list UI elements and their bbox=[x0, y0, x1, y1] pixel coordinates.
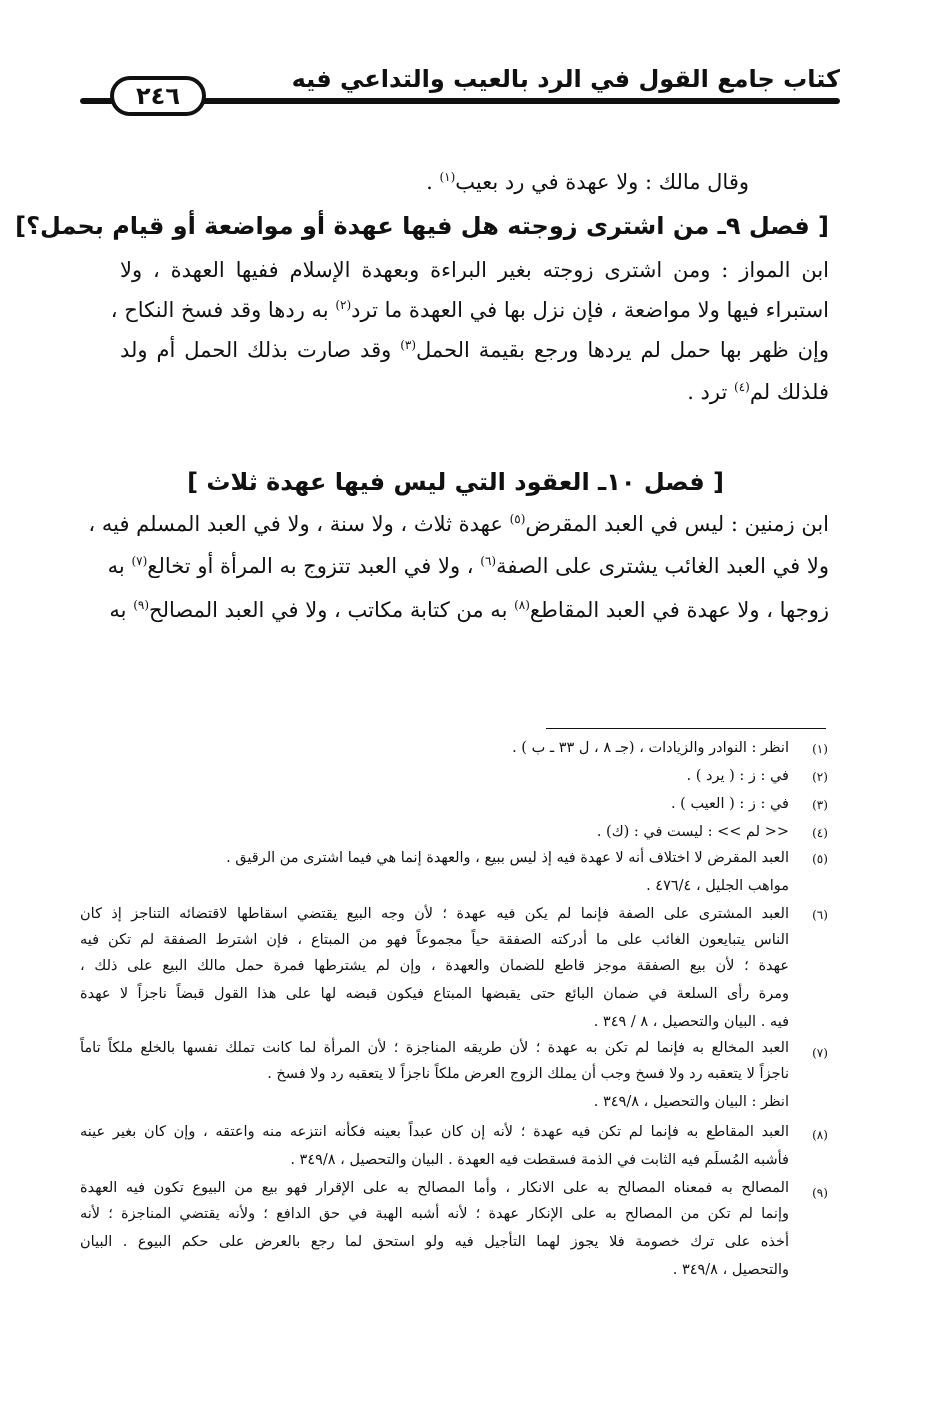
footnote-ref: (٤) bbox=[734, 380, 750, 394]
footnote-line: العبد المخالع به فإنما لم تكن به عهدة ؛ لأن طريقه المناجزة ؛ لأن المرأة لما كانت تملك نفسها بالخلع ملكاً تاماً bbox=[80, 1040, 789, 1056]
footnote-line: انظر : البيان والتحصيل ، ٣٤٩/٨ . bbox=[593, 1094, 789, 1110]
footnote-line: العبد المقاطع به فإنما لم تكن فيه عهدة ؛ لأنه إن كان عبداً بعينه فكأنه انتزعه منه واعتقه ، وإن كان بغير عينه bbox=[80, 1124, 789, 1140]
footnote-line: في : ز : ( العيب ) . bbox=[670, 796, 789, 812]
footnote-line: المصالح به فمعناه المصالح به على الانكار ، وأما المصالح به على الإقرار فهو بيع من البيوع تكون فيه العهدة bbox=[80, 1180, 790, 1196]
footnote-number: (٥) bbox=[812, 852, 828, 866]
footnote-line: فأشبه المُسلَم فيه الثابت في الذمة فسقطت فيه العهدة . البيان والتحصيل ، ٣٤٩/٨ . bbox=[290, 1152, 789, 1168]
footnote-number: (٦) bbox=[812, 908, 828, 922]
paragraph-line: وإن ظهر بها حمل لم يردها ورجع بقيمة الحمل$^{(٣)}$ وقد صارت بذلك الحمل أم ولد bbox=[120, 338, 830, 362]
section-heading-9: [ فصل ٩ـ من اشترى زوجته هل فيها عهدة أو مواضعة أو قيام بحمل؟] bbox=[15, 212, 829, 240]
body-line-malik: وقال مالك : ولا عهدة في رد بعيب$^{(١)}$ . bbox=[426, 170, 749, 194]
footnote-number: (١) bbox=[812, 742, 828, 756]
footnote-ref: (٦) bbox=[480, 554, 497, 568]
footnote-number: (٢) bbox=[812, 770, 828, 784]
footnote-line: الناس يتبايعون الغائب على ما أدركته الصفقة حياً مجموعاً فهو من المبتاع ، فإن اشترط الصفقة لم تكن فيه bbox=[80, 932, 789, 948]
paragraph-line: استبراء فيها ولا مواضعة ، فإن نزل بها في العهدة ما ترد$^{(٢)}$ به ردها وقد فسخ النكاح ، bbox=[110, 298, 829, 322]
footnote-ref: (٩) bbox=[133, 598, 150, 612]
footnote-ref: (٥) bbox=[509, 512, 526, 526]
footnote-number: (٧) bbox=[812, 1046, 828, 1060]
footnote-separator bbox=[546, 728, 826, 729]
footnote-line: ومرة رأى السلعة في ضمان البائع حتى يقبضها المبتاع فيكون قبضه لها على هذا القول قبضاً ناجزاً لا عهدة bbox=[80, 986, 789, 1002]
footnote-line: فيه . البيان والتحصيل ، ٨ / ٣٤٩ . bbox=[593, 1014, 789, 1030]
footnote-line: والتحصيل ، ٣٤٩/٨ . bbox=[672, 1262, 789, 1278]
footnote-line: << لم >> : ليست في : (ك) . bbox=[596, 824, 789, 840]
footnote-ref: (٨) bbox=[514, 598, 530, 612]
footnote-number: (٤) bbox=[812, 826, 828, 840]
footnote-line: مواهب الجليل ، ٤٧٦/٤ . bbox=[646, 878, 789, 894]
footnote-number: (٩) bbox=[812, 1186, 828, 1200]
footnote-number: (٣) bbox=[812, 798, 828, 812]
paragraph-line: زوجها ، ولا عهدة في العبد المقاطع$^{(٨)}$ به من كتابة مكاتب ، ولا في العبد المصالح$^{(٩)}$ به bbox=[109, 598, 829, 622]
book-title: كتاب جامع القول في الرد بالعيب والتداعي فيه bbox=[291, 65, 840, 93]
paragraph-line: ولا في العبد الغائب يشترى على الصفة$^{(٦)}$ ، ولا في العبد تتزوج به المرأة أو تخالع$^{(٧)}$ به bbox=[107, 554, 829, 578]
footnote-line: انظر : النوادر والزيادات ، (جـ ٨ ، ل ٣٣ ـ ب ) . bbox=[512, 740, 789, 756]
footnote-ref: (٢) bbox=[335, 298, 352, 312]
page-header bbox=[80, 62, 840, 120]
footnote-line: العبد المشترى على الصفة فإنما لم يكن فيه عهدة ؛ لأن وجه البيع يقتضي اسقاطها لاقتضائه التناجز إذ كان bbox=[80, 906, 789, 922]
footnote-line: وإنما لم تكن من المصالح به على الإنكار عهدة ؛ لأنه أشبه الهبة في حق الدافع ؛ ولأنه يقتضي المناجزة ؛ لأنه bbox=[80, 1206, 789, 1222]
footnote-line: ناجزاً لا يتعقبه رد ولا فسخ وجب أن يملك الزوج العرض ملكاً ناجزاً لا يتعقبه رد ولا فسخ . bbox=[267, 1066, 789, 1082]
footnote-ref: (١) bbox=[439, 170, 456, 184]
paragraph-line: ابن المواز : ومن اشترى زوجته بغير البراءة وبعهدة الإسلام ففيها العهدة ، ولا bbox=[120, 258, 829, 282]
paragraph-line: ابن زمنين : ليس في العبد المقرض$^{(٥)}$ عهدة ثلاث ، ولا سنة ، ولا في العبد المسلم فيه ، bbox=[88, 512, 829, 536]
footnote-line: في : ز : ( يرد ) . bbox=[686, 768, 789, 784]
section-heading-10: [ فصل ١٠ـ العقود التي ليس فيها عهدة ثلاث ] bbox=[187, 468, 724, 496]
footnote-number: (٨) bbox=[812, 1128, 828, 1142]
page-number: ٢٤٦ bbox=[110, 76, 206, 116]
footnote-line: عهدة ؛ لأن بيع الصفقة موجز قاطع للضمان والعهدة ، وإن لم يشترطها فمرة حمل مالك البيع على ذلك ، bbox=[80, 958, 789, 974]
footnote-line: العبد المقرض لا اختلاف أنه لا عهدة فيه إذ ليس ببيع ، والعهدة إنما هي فيما اشترى من الرقيق . bbox=[226, 850, 789, 866]
footnote-line: أخذه على ترك خصومة فلا يجوز لهما التأجيل فيه ولو استحق لما رجع بالعرض على حكم البيوع . البيان bbox=[80, 1234, 789, 1250]
paragraph-line: فلذلك لم$^{(٤)}$ ترد . bbox=[687, 380, 829, 404]
footnote-ref: (٧) bbox=[131, 554, 148, 568]
footnote-ref: (٣) bbox=[400, 338, 417, 352]
